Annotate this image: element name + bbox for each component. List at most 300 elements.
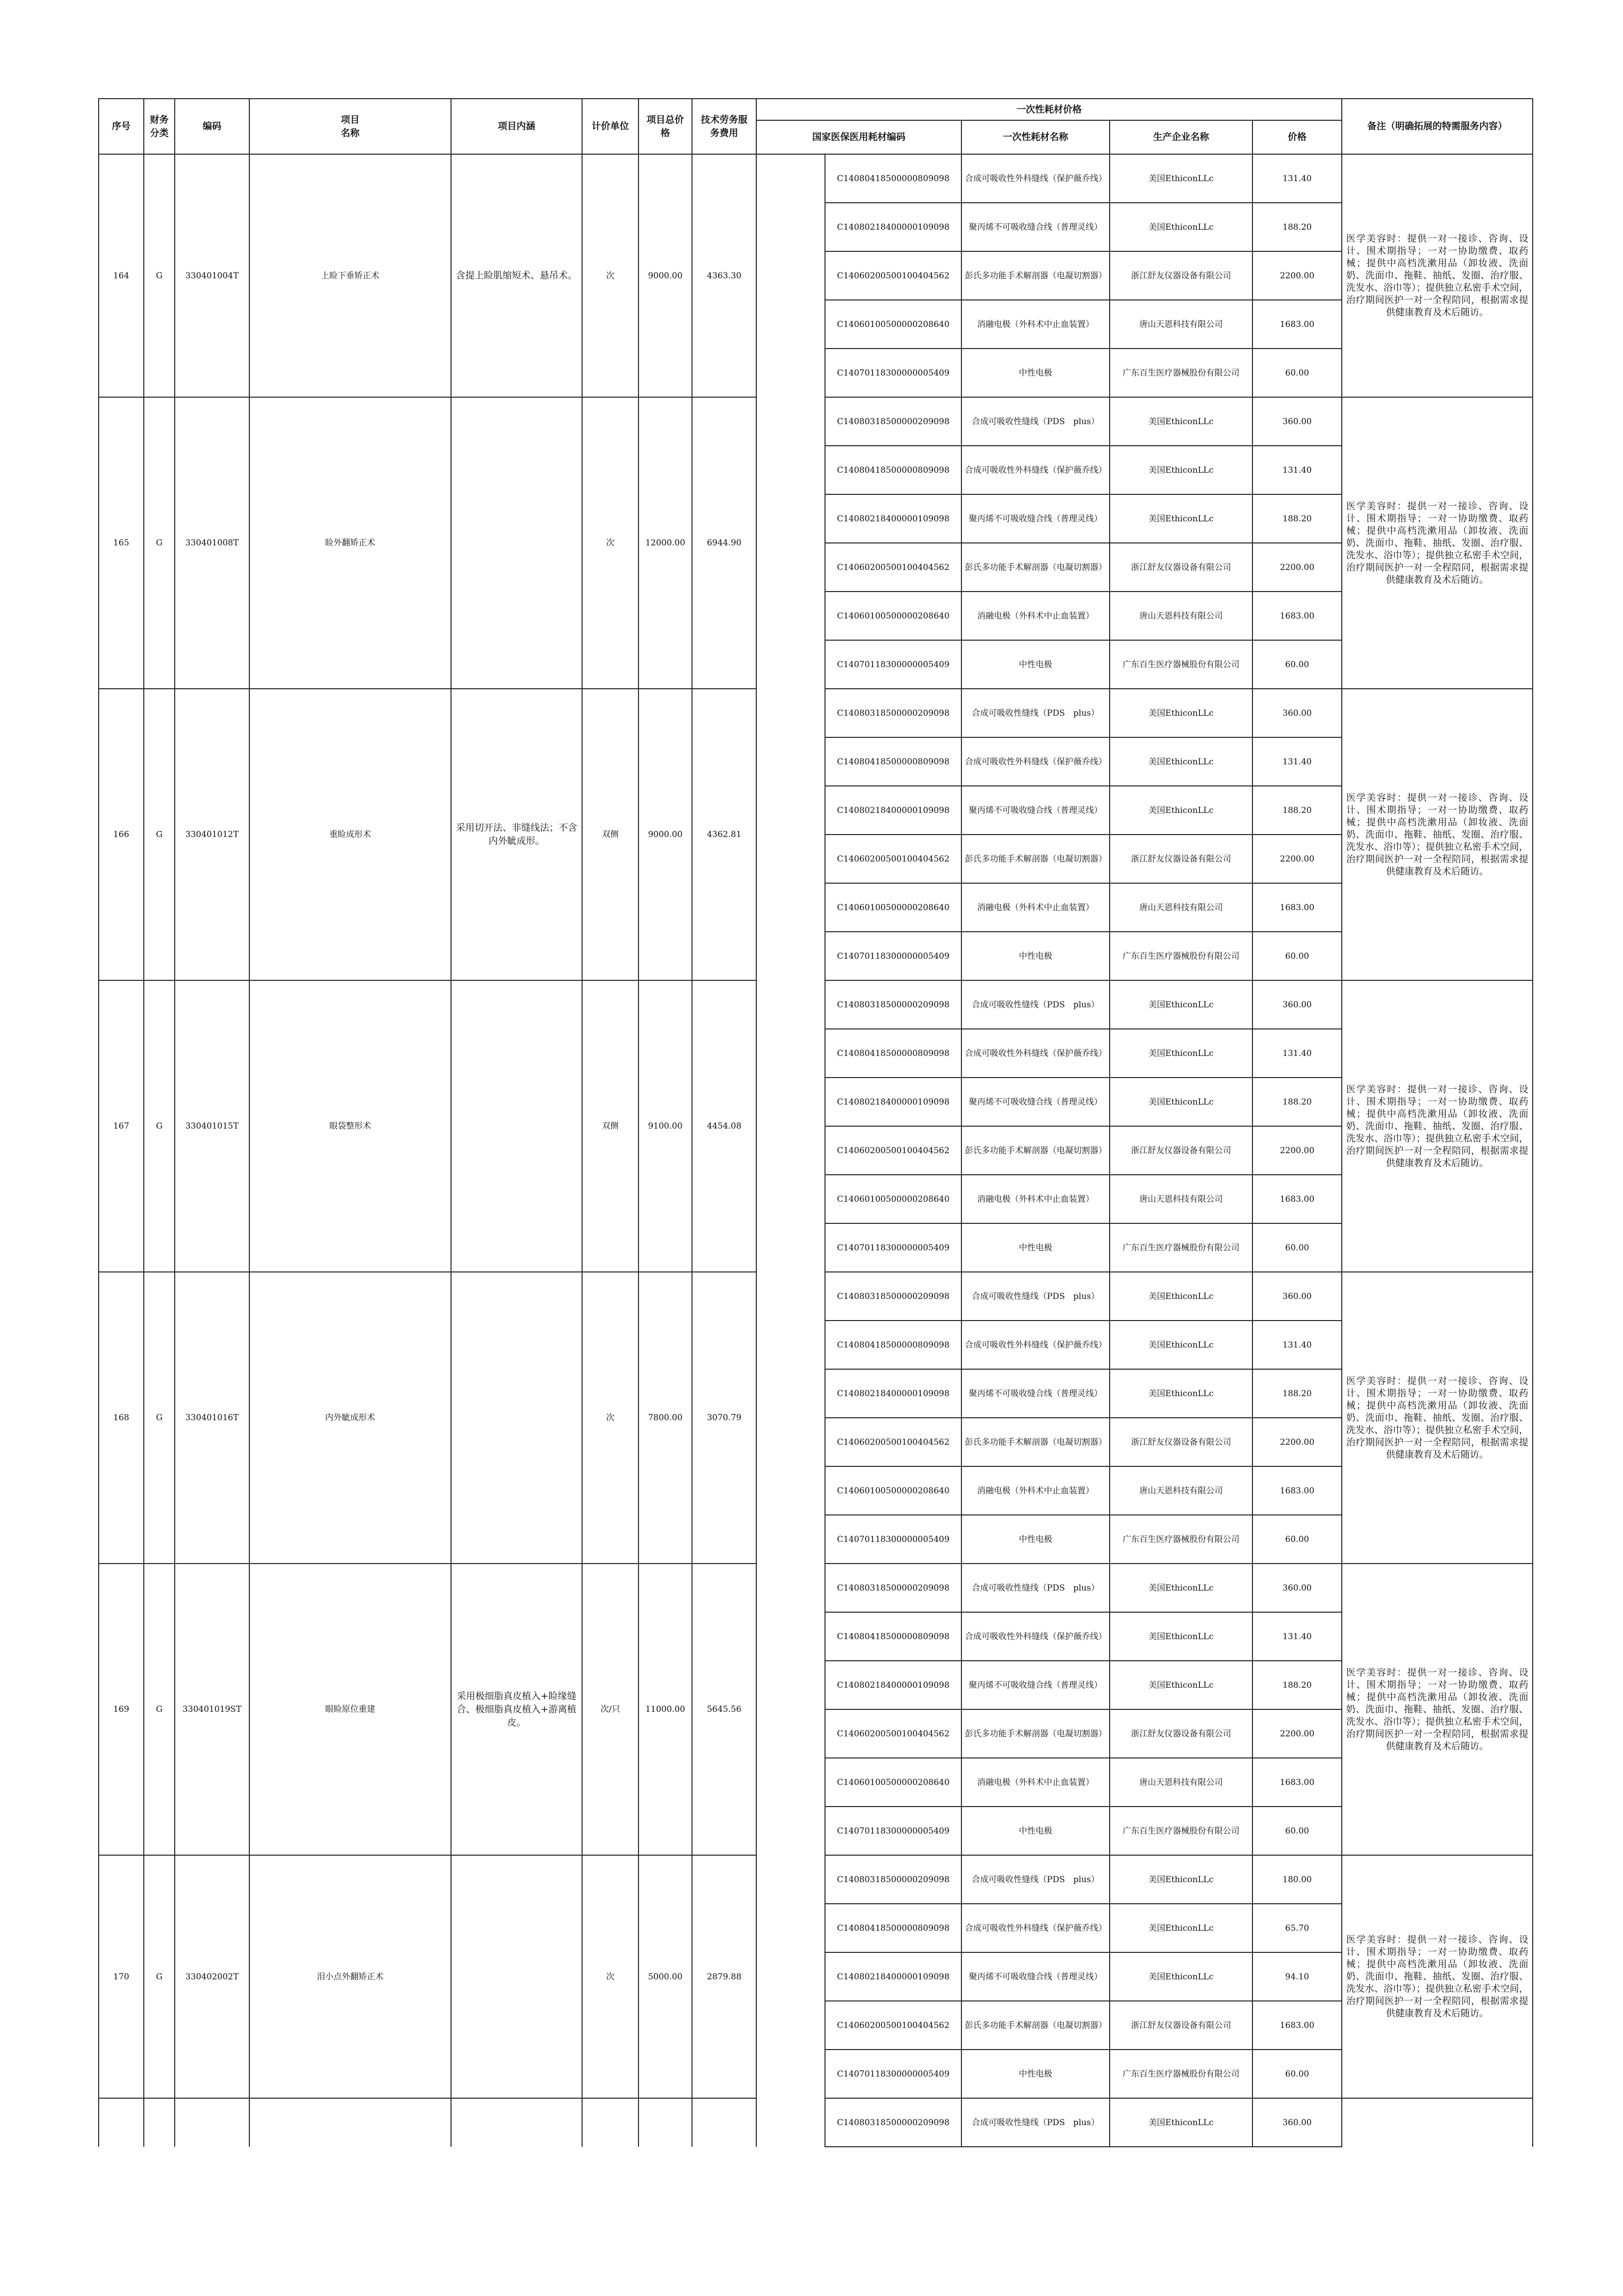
seq-cell: 164 <box>99 154 144 397</box>
table-row <box>99 1272 1533 1321</box>
total-price-cell <box>639 2098 692 2147</box>
project-code-cell: 330401012T <box>175 689 249 980</box>
row-gap-cell <box>756 2098 825 2147</box>
total-price-cell: 9100.00 <box>639 980 692 1272</box>
row-gap-cell <box>756 689 825 737</box>
manufacturer-cell: 广东百生医疗器械股份有限公司 <box>1110 640 1252 689</box>
header-project-content: 项目内涵 <box>451 99 582 154</box>
row-gap-cell <box>756 203 825 251</box>
material-price-cell: 131.40 <box>1252 154 1342 203</box>
material-price-cell: 60.00 <box>1252 1223 1342 1272</box>
project-code-cell: 330401016T <box>175 1272 249 1564</box>
manufacturer-cell: 唐山天恩科技有限公司 <box>1110 300 1252 349</box>
pricing-unit-cell: 次 <box>582 154 639 397</box>
manufacturer-cell: 浙江舒友仪器设备有限公司 <box>1110 1126 1252 1175</box>
row-gap-cell <box>756 883 825 932</box>
material-price-cell: 60.00 <box>1252 1807 1342 1855</box>
financial-category-cell: G <box>144 1272 175 1564</box>
manufacturer-cell: 浙江舒友仪器设备有限公司 <box>1110 2001 1252 2050</box>
material-name-cell: 合成可吸收性缝线（PDS plus） <box>961 397 1110 446</box>
material-code-cell: C14080318500000209098 <box>825 980 961 1029</box>
material-name-cell: 彭氏多功能手术解剖器（电凝切割器） <box>961 1418 1110 1466</box>
manufacturer-cell: 美国EthiconLLc <box>1110 1272 1252 1321</box>
material-code-cell: C14080318500000209098 <box>825 1855 961 1904</box>
material-name-cell: 合成可吸收性外科缝线（保护薇乔线） <box>961 446 1110 494</box>
header-financial-category: 财务 分类 <box>144 99 175 154</box>
material-price-cell: 2200.00 <box>1252 1418 1342 1466</box>
table-row <box>99 2098 1533 2147</box>
material-price-cell: 65.70 <box>1252 1904 1342 1952</box>
seq-cell: 167 <box>99 980 144 1272</box>
project-content-cell <box>451 397 582 689</box>
material-name-cell: 彭氏多功能手术解剖器（电凝切割器） <box>961 2001 1110 2050</box>
project-name-cell: 内外眦成形术 <box>249 1272 451 1564</box>
material-code-cell: C14060200500100404562 <box>825 543 961 592</box>
manufacturer-cell: 唐山天恩科技有限公司 <box>1110 1466 1252 1515</box>
material-price-cell: 360.00 <box>1252 689 1342 737</box>
material-price-cell: 131.40 <box>1252 1612 1342 1661</box>
manufacturer-cell: 浙江舒友仪器设备有限公司 <box>1110 1709 1252 1758</box>
material-code-cell: C14060200500100404562 <box>825 1418 961 1466</box>
material-name-cell: 中性电极 <box>961 932 1110 980</box>
material-price-cell: 188.20 <box>1252 1078 1342 1126</box>
seq-cell: 165 <box>99 397 144 689</box>
material-code-cell: C14080218400000109098 <box>825 786 961 835</box>
material-price-cell: 1683.00 <box>1252 1175 1342 1223</box>
service-fee-cell: 5645.56 <box>692 1564 756 1855</box>
material-price-cell: 60.00 <box>1252 932 1342 980</box>
material-price-cell: 188.20 <box>1252 203 1342 251</box>
header-seq: 序号 <box>99 99 144 154</box>
row-gap-cell <box>756 980 825 1029</box>
material-name-cell: 中性电极 <box>961 1223 1110 1272</box>
material-name-cell: 中性电极 <box>961 349 1110 397</box>
material-name-cell: 中性电极 <box>961 2050 1110 2098</box>
material-name-cell: 聚丙烯不可吸收缝合线（普理灵线） <box>961 786 1110 835</box>
manufacturer-cell: 美国EthiconLLc <box>1110 1952 1252 2001</box>
header-pricing-unit: 计价单位 <box>582 99 639 154</box>
material-price-cell: 131.40 <box>1252 446 1342 494</box>
header-code: 编码 <box>175 99 249 154</box>
row-gap-cell <box>756 1855 825 1904</box>
project-code-cell: 330401008T <box>175 397 249 689</box>
row-gap-cell <box>756 1369 825 1418</box>
financial-category-cell: G <box>144 689 175 980</box>
material-price-cell: 360.00 <box>1252 1564 1342 1612</box>
material-code-cell: C14080418500000809098 <box>825 737 961 786</box>
material-code-cell: C14070118300000005409 <box>825 1807 961 1855</box>
material-code-cell: C14080218400000109098 <box>825 1078 961 1126</box>
table-row <box>99 397 1533 446</box>
material-price-cell: 1683.00 <box>1252 2001 1342 2050</box>
financial-category-cell: G <box>144 980 175 1272</box>
material-name-cell: 彭氏多功能手术解剖器（电凝切割器） <box>961 835 1110 883</box>
row-gap-cell <box>756 1904 825 1952</box>
row-gap-cell <box>756 349 825 397</box>
seq-cell: 170 <box>99 1855 144 2098</box>
manufacturer-cell: 美国EthiconLLc <box>1110 980 1252 1029</box>
material-code-cell: C14080418500000809098 <box>825 1904 961 1952</box>
row-gap-cell <box>756 1078 825 1126</box>
material-price-cell: 1683.00 <box>1252 300 1342 349</box>
material-code-cell: C14060200500100404562 <box>825 251 961 300</box>
project-name-cell: 眼袋整形术 <box>249 980 451 1272</box>
manufacturer-cell: 美国EthiconLLc <box>1110 1029 1252 1078</box>
row-gap-cell <box>756 786 825 835</box>
row-gap-cell <box>756 1612 825 1661</box>
material-name-cell: 彭氏多功能手术解剖器（电凝切割器） <box>961 1709 1110 1758</box>
table-row <box>99 980 1533 1029</box>
total-price-cell: 9000.00 <box>639 689 692 980</box>
material-code-cell: C14080218400000109098 <box>825 203 961 251</box>
row-gap-cell <box>756 494 825 543</box>
material-price-cell: 131.40 <box>1252 1321 1342 1369</box>
material-name-cell: 合成可吸收性缝线（PDS plus） <box>961 1855 1110 1904</box>
manufacturer-cell: 美国EthiconLLc <box>1110 154 1252 203</box>
material-name-cell: 中性电极 <box>961 1807 1110 1855</box>
material-name-cell: 聚丙烯不可吸收缝合线（普理灵线） <box>961 1661 1110 1709</box>
row-gap-cell <box>756 2050 825 2098</box>
total-price-cell: 12000.00 <box>639 397 692 689</box>
material-price-cell: 60.00 <box>1252 349 1342 397</box>
row-gap-cell <box>756 1661 825 1709</box>
manufacturer-cell: 广东百生医疗器械股份有限公司 <box>1110 1807 1252 1855</box>
manufacturer-cell: 美国EthiconLLc <box>1110 2098 1252 2147</box>
material-price-cell: 360.00 <box>1252 1272 1342 1321</box>
row-gap-cell <box>756 1564 825 1612</box>
material-name-cell: 合成可吸收性缝线（PDS plus） <box>961 689 1110 737</box>
manufacturer-cell: 广东百生医疗器械股份有限公司 <box>1110 2050 1252 2098</box>
material-code-cell: C14080318500000209098 <box>825 2098 961 2147</box>
total-price-cell: 5000.00 <box>639 1855 692 2098</box>
manufacturer-cell: 美国EthiconLLc <box>1110 786 1252 835</box>
material-code-cell: C14060100500000208640 <box>825 1758 961 1807</box>
service-fee-cell: 4454.08 <box>692 980 756 1272</box>
service-fee-cell: 3070.79 <box>692 1272 756 1564</box>
material-name-cell: 消融电极（外科术中止血装置） <box>961 1758 1110 1807</box>
row-gap-cell <box>756 1709 825 1758</box>
pricing-unit-cell <box>582 2098 639 2147</box>
material-code-cell: C14060200500100404562 <box>825 835 961 883</box>
row-gap-cell <box>756 932 825 980</box>
project-code-cell: 330401004T <box>175 154 249 397</box>
material-price-cell: 60.00 <box>1252 640 1342 689</box>
project-name-cell <box>249 2098 451 2147</box>
material-code-cell: C14080418500000809098 <box>825 1612 961 1661</box>
row-gap-cell <box>756 1272 825 1321</box>
row-gap-cell <box>756 1175 825 1223</box>
manufacturer-cell: 美国EthiconLLc <box>1110 494 1252 543</box>
material-price-cell: 131.40 <box>1252 1029 1342 1078</box>
header-remark: 备注（明确拓展的特需服务内容） <box>1342 99 1533 154</box>
table-row <box>99 154 1533 203</box>
material-name-cell: 合成可吸收性外科缝线（保护薇乔线） <box>961 1904 1110 1952</box>
manufacturer-cell: 美国EthiconLLc <box>1110 1904 1252 1952</box>
header-total-price: 项目总价 格 <box>639 99 692 154</box>
material-name-cell: 消融电极（外科术中止血装置） <box>961 300 1110 349</box>
project-content-cell <box>451 2098 582 2147</box>
material-code-cell: C14080218400000109098 <box>825 1661 961 1709</box>
material-name-cell: 消融电极（外科术中止血装置） <box>961 1466 1110 1515</box>
header-material-code: 国家医保医用耗材编码 <box>756 120 961 154</box>
material-price-cell: 188.20 <box>1252 1369 1342 1418</box>
project-content-cell: 含提上睑肌缩短术、悬吊术。 <box>451 154 582 397</box>
material-price-cell: 360.00 <box>1252 2098 1342 2147</box>
material-code-cell: C14080418500000809098 <box>825 154 961 203</box>
financial-category-cell: G <box>144 154 175 397</box>
material-name-cell: 聚丙烯不可吸收缝合线（普理灵线） <box>961 1078 1110 1126</box>
manufacturer-cell: 美国EthiconLLc <box>1110 203 1252 251</box>
row-gap-cell <box>756 397 825 446</box>
manufacturer-cell: 广东百生医疗器械股份有限公司 <box>1110 932 1252 980</box>
material-price-cell: 188.20 <box>1252 1661 1342 1709</box>
manufacturer-cell: 美国EthiconLLc <box>1110 446 1252 494</box>
material-name-cell: 合成可吸收性外科缝线（保护薇乔线） <box>961 1029 1110 1078</box>
table-row <box>99 689 1533 737</box>
manufacturer-cell: 唐山天恩科技有限公司 <box>1110 883 1252 932</box>
project-name-cell: 上睑下垂矫正术 <box>249 154 451 397</box>
manufacturer-cell: 美国EthiconLLc <box>1110 1321 1252 1369</box>
financial-category-cell: G <box>144 397 175 689</box>
seq-cell: 168 <box>99 1272 144 1564</box>
project-code-cell: 330402002T <box>175 1855 249 2098</box>
material-price-cell: 131.40 <box>1252 737 1342 786</box>
table-body <box>99 154 1533 2147</box>
seq-cell: 166 <box>99 689 144 980</box>
project-code-cell <box>175 2098 249 2147</box>
row-gap-cell <box>756 1466 825 1515</box>
material-code-cell: C14070118300000005409 <box>825 2050 961 2098</box>
material-name-cell: 聚丙烯不可吸收缝合线（普理灵线） <box>961 203 1110 251</box>
material-price-cell: 1683.00 <box>1252 1466 1342 1515</box>
material-price-cell: 360.00 <box>1252 397 1342 446</box>
project-content-cell <box>451 980 582 1272</box>
seq-cell: 169 <box>99 1564 144 1855</box>
row-gap-cell <box>756 737 825 786</box>
material-code-cell: C14080318500000209098 <box>825 1272 961 1321</box>
manufacturer-cell: 美国EthiconLLc <box>1110 397 1252 446</box>
service-fee-cell <box>692 2098 756 2147</box>
table-row <box>99 1855 1533 1904</box>
material-name-cell: 合成可吸收性缝线（PDS plus） <box>961 1272 1110 1321</box>
remark-cell: 医学美容时：提供一对一接诊、咨询、设计、围术期指导；一对一协助缴费、取药械；提供中高档洗漱用品（卸妆液、洗面奶、洗面巾、拖鞋、抽纸、发圈、治疗服、洗发水、浴巾等）；提供独立私密手术空间，治疗期间医护一对一全程陪同，根据需求提供健康教育及术后随访。 <box>1342 1272 1533 1564</box>
remark-cell: 医学美容时：提供一对一接诊、咨询、设计、围术期指导；一对一协助缴费、取药械；提供中高档洗漱用品（卸妆液、洗面奶、洗面巾、拖鞋、抽纸、发圈、治疗服、洗发水、浴巾等）；提供独立私密手术空间，治疗期间医护一对一全程陪同，根据需求提供健康教育及术后随访。 <box>1342 154 1533 397</box>
header-service-fee: 技术劳务服 务费用 <box>692 99 756 154</box>
project-name-cell: 重睑成形术 <box>249 689 451 980</box>
row-gap-cell <box>756 592 825 640</box>
material-code-cell: C14080418500000809098 <box>825 1029 961 1078</box>
row-gap-cell <box>756 543 825 592</box>
pricing-unit-cell: 次/只 <box>582 1564 639 1855</box>
material-name-cell: 合成可吸收性外科缝线（保护薇乔线） <box>961 1321 1110 1369</box>
material-price-cell: 60.00 <box>1252 2050 1342 2098</box>
material-price-cell: 2200.00 <box>1252 251 1342 300</box>
header-project-name: 项目 名称 <box>249 99 451 154</box>
header-consumables-group: 一次性耗材价格 <box>756 99 1342 120</box>
manufacturer-cell: 浙江舒友仪器设备有限公司 <box>1110 1418 1252 1466</box>
material-price-cell: 94.10 <box>1252 1952 1342 2001</box>
row-gap-cell <box>756 154 825 203</box>
material-name-cell: 消融电极（外科术中止血装置） <box>961 1175 1110 1223</box>
remark-cell: 医学美容时：提供一对一接诊、咨询、设计、围术期指导；一对一协助缴费、取药械；提供中高档洗漱用品（卸妆液、洗面奶、洗面巾、拖鞋、抽纸、发圈、治疗服、洗发水、浴巾等）；提供独立私密手术空间，治疗期间医护一对一全程陪同，根据需求提供健康教育及术后随访。 <box>1342 980 1533 1272</box>
material-code-cell: C14060100500000208640 <box>825 883 961 932</box>
header-material-price: 价格 <box>1252 120 1342 154</box>
total-price-cell: 9000.00 <box>639 154 692 397</box>
manufacturer-cell: 广东百生医疗器械股份有限公司 <box>1110 1515 1252 1564</box>
material-code-cell: C14070118300000005409 <box>825 640 961 689</box>
material-code-cell: C14070118300000005409 <box>825 1515 961 1564</box>
material-code-cell: C14070118300000005409 <box>825 349 961 397</box>
material-price-cell: 188.20 <box>1252 786 1342 835</box>
material-code-cell: C14080318500000209098 <box>825 397 961 446</box>
price-table <box>98 98 1533 2147</box>
material-name-cell: 中性电极 <box>961 1515 1110 1564</box>
row-gap-cell <box>756 1952 825 2001</box>
pricing-unit-cell: 双侧 <box>582 980 639 1272</box>
header-manufacturer: 生产企业名称 <box>1110 120 1252 154</box>
material-code-cell: C14060200500100404562 <box>825 2001 961 2050</box>
project-name-cell: 睑外翻矫正术 <box>249 397 451 689</box>
pricing-unit-cell: 次 <box>582 1855 639 2098</box>
manufacturer-cell: 美国EthiconLLc <box>1110 1661 1252 1709</box>
manufacturer-cell: 美国EthiconLLc <box>1110 1564 1252 1612</box>
material-name-cell: 聚丙烯不可吸收缝合线（普理灵线） <box>961 1369 1110 1418</box>
manufacturer-cell: 浙江舒友仪器设备有限公司 <box>1110 543 1252 592</box>
manufacturer-cell: 美国EthiconLLc <box>1110 1855 1252 1904</box>
service-fee-cell: 6944.90 <box>692 397 756 689</box>
material-name-cell: 合成可吸收性缝线（PDS plus） <box>961 2098 1110 2147</box>
project-name-cell: 泪小点外翻矫正术 <box>249 1855 451 2098</box>
material-code-cell: C14080418500000809098 <box>825 1321 961 1369</box>
material-code-cell: C14080218400000109098 <box>825 1952 961 2001</box>
manufacturer-cell: 美国EthiconLLc <box>1110 1369 1252 1418</box>
material-code-cell: C14080318500000209098 <box>825 1564 961 1612</box>
material-code-cell: C14060100500000208640 <box>825 1466 961 1515</box>
material-name-cell: 中性电极 <box>961 640 1110 689</box>
remark-cell <box>1342 2098 1533 2147</box>
service-fee-cell: 4362.81 <box>692 689 756 980</box>
manufacturer-cell: 美国EthiconLLc <box>1110 689 1252 737</box>
pricing-unit-cell: 双侧 <box>582 689 639 980</box>
material-code-cell: C14060100500000208640 <box>825 300 961 349</box>
total-price-cell: 11000.00 <box>639 1564 692 1855</box>
manufacturer-cell: 广东百生医疗器械股份有限公司 <box>1110 349 1252 397</box>
material-code-cell: C14080218400000109098 <box>825 1369 961 1418</box>
row-gap-cell <box>756 1807 825 1855</box>
row-gap-cell <box>756 1223 825 1272</box>
seq-cell <box>99 2098 144 2147</box>
material-price-cell: 180.00 <box>1252 1855 1342 1904</box>
material-name-cell: 消融电极（外科术中止血装置） <box>961 883 1110 932</box>
service-fee-cell: 2879.88 <box>692 1855 756 2098</box>
manufacturer-cell: 美国EthiconLLc <box>1110 1078 1252 1126</box>
material-name-cell: 消融电极（外科术中止血装置） <box>961 592 1110 640</box>
material-code-cell: C14080418500000809098 <box>825 446 961 494</box>
header-material-name: 一次性耗材名称 <box>961 120 1110 154</box>
row-gap-cell <box>756 300 825 349</box>
material-price-cell: 2200.00 <box>1252 1126 1342 1175</box>
row-gap-cell <box>756 251 825 300</box>
row-gap-cell <box>756 835 825 883</box>
material-code-cell: C14060100500000208640 <box>825 1175 961 1223</box>
table-row <box>99 1564 1533 1612</box>
row-gap-cell <box>756 446 825 494</box>
remark-cell: 医学美容时：提供一对一接诊、咨询、设计、围术期指导；一对一协助缴费、取药械；提供中高档洗漱用品（卸妆液、洗面奶、洗面巾、拖鞋、抽纸、发圈、治疗服、洗发水、浴巾等）；提供独立私密手术空间，治疗期间医护一对一全程陪同，根据需求提供健康教育及术后随访。 <box>1342 1855 1533 2098</box>
material-price-cell: 1683.00 <box>1252 592 1342 640</box>
remark-cell: 医学美容时：提供一对一接诊、咨询、设计、围术期指导；一对一协助缴费、取药械；提供中高档洗漱用品（卸妆液、洗面奶、洗面巾、拖鞋、抽纸、发圈、治疗服、洗发水、浴巾等）；提供独立私密手术空间，治疗期间医护一对一全程陪同，根据需求提供健康教育及术后随访。 <box>1342 397 1533 689</box>
manufacturer-cell: 浙江舒友仪器设备有限公司 <box>1110 251 1252 300</box>
material-price-cell: 60.00 <box>1252 1515 1342 1564</box>
financial-category-cell: G <box>144 1855 175 2098</box>
total-price-cell: 7800.00 <box>639 1272 692 1564</box>
material-code-cell: C14060200500100404562 <box>825 1126 961 1175</box>
manufacturer-cell: 唐山天恩科技有限公司 <box>1110 1175 1252 1223</box>
material-name-cell: 合成可吸收性缝线（PDS plus） <box>961 980 1110 1029</box>
material-name-cell: 合成可吸收性外科缝线（保护薇乔线） <box>961 1612 1110 1661</box>
row-gap-cell <box>756 1126 825 1175</box>
material-price-cell: 2200.00 <box>1252 543 1342 592</box>
project-content-cell <box>451 1855 582 2098</box>
pricing-unit-cell: 次 <box>582 397 639 689</box>
project-content-cell <box>451 1272 582 1564</box>
material-name-cell: 合成可吸收性外科缝线（保护薇乔线） <box>961 154 1110 203</box>
project-code-cell: 330401019ST <box>175 1564 249 1855</box>
row-gap-cell <box>756 1418 825 1466</box>
row-gap-cell <box>756 1321 825 1369</box>
remark-cell: 医学美容时：提供一对一接诊、咨询、设计、围术期指导；一对一协助缴费、取药械；提供中高档洗漱用品（卸妆液、洗面奶、洗面巾、拖鞋、抽纸、发圈、治疗服、洗发水、浴巾等）；提供独立私密手术空间，治疗期间医护一对一全程陪同，根据需求提供健康教育及术后随访。 <box>1342 689 1533 980</box>
pricing-unit-cell: 次 <box>582 1272 639 1564</box>
material-code-cell: C14070118300000005409 <box>825 932 961 980</box>
project-code-cell: 330401015T <box>175 980 249 1272</box>
material-code-cell: C14080318500000209098 <box>825 689 961 737</box>
material-price-cell: 1683.00 <box>1252 883 1342 932</box>
project-content-cell: 采用极细脂真皮植入+睑缘缝合、极细脂真皮植入+游离植皮。 <box>451 1564 582 1855</box>
manufacturer-cell: 浙江舒友仪器设备有限公司 <box>1110 835 1252 883</box>
remark-cell: 医学美容时：提供一对一接诊、咨询、设计、围术期指导；一对一协助缴费、取药械；提供中高档洗漱用品（卸妆液、洗面奶、洗面巾、拖鞋、抽纸、发圈、治疗服、洗发水、浴巾等）；提供独立私密手术空间，治疗期间医护一对一全程陪同，根据需求提供健康教育及术后随访。 <box>1342 1564 1533 1855</box>
material-name-cell: 彭氏多功能手术解剖器（电凝切割器） <box>961 251 1110 300</box>
material-price-cell: 2200.00 <box>1252 835 1342 883</box>
manufacturer-cell: 广东百生医疗器械股份有限公司 <box>1110 1223 1252 1272</box>
manufacturer-cell: 美国EthiconLLc <box>1110 737 1252 786</box>
material-name-cell: 聚丙烯不可吸收缝合线（普理灵线） <box>961 1952 1110 2001</box>
material-code-cell: C14070118300000005409 <box>825 1223 961 1272</box>
material-name-cell: 合成可吸收性缝线（PDS plus） <box>961 1564 1110 1612</box>
manufacturer-cell: 唐山天恩科技有限公司 <box>1110 1758 1252 1807</box>
financial-category-cell: G <box>144 1564 175 1855</box>
row-gap-cell <box>756 640 825 689</box>
manufacturer-cell: 唐山天恩科技有限公司 <box>1110 592 1252 640</box>
material-name-cell: 合成可吸收性外科缝线（保护薇乔线） <box>961 737 1110 786</box>
row-gap-cell <box>756 2001 825 2050</box>
row-gap-cell <box>756 1758 825 1807</box>
service-fee-cell: 4363.30 <box>692 154 756 397</box>
material-name-cell: 聚丙烯不可吸收缝合线（普理灵线） <box>961 494 1110 543</box>
material-code-cell: C14080218400000109098 <box>825 494 961 543</box>
material-price-cell: 2200.00 <box>1252 1709 1342 1758</box>
material-price-cell: 188.20 <box>1252 494 1342 543</box>
material-price-cell: 360.00 <box>1252 980 1342 1029</box>
material-price-cell: 1683.00 <box>1252 1758 1342 1807</box>
row-gap-cell <box>756 1515 825 1564</box>
material-code-cell: C14060200500100404562 <box>825 1709 961 1758</box>
financial-category-cell <box>144 2098 175 2147</box>
row-gap-cell <box>756 1029 825 1078</box>
material-name-cell: 彭氏多功能手术解剖器（电凝切割器） <box>961 1126 1110 1175</box>
material-code-cell: C14060100500000208640 <box>825 592 961 640</box>
manufacturer-cell: 美国EthiconLLc <box>1110 1612 1252 1661</box>
project-content-cell: 采用切开法、非缝线法；不含内外眦成形。 <box>451 689 582 980</box>
material-name-cell: 彭氏多功能手术解剖器（电凝切割器） <box>961 543 1110 592</box>
